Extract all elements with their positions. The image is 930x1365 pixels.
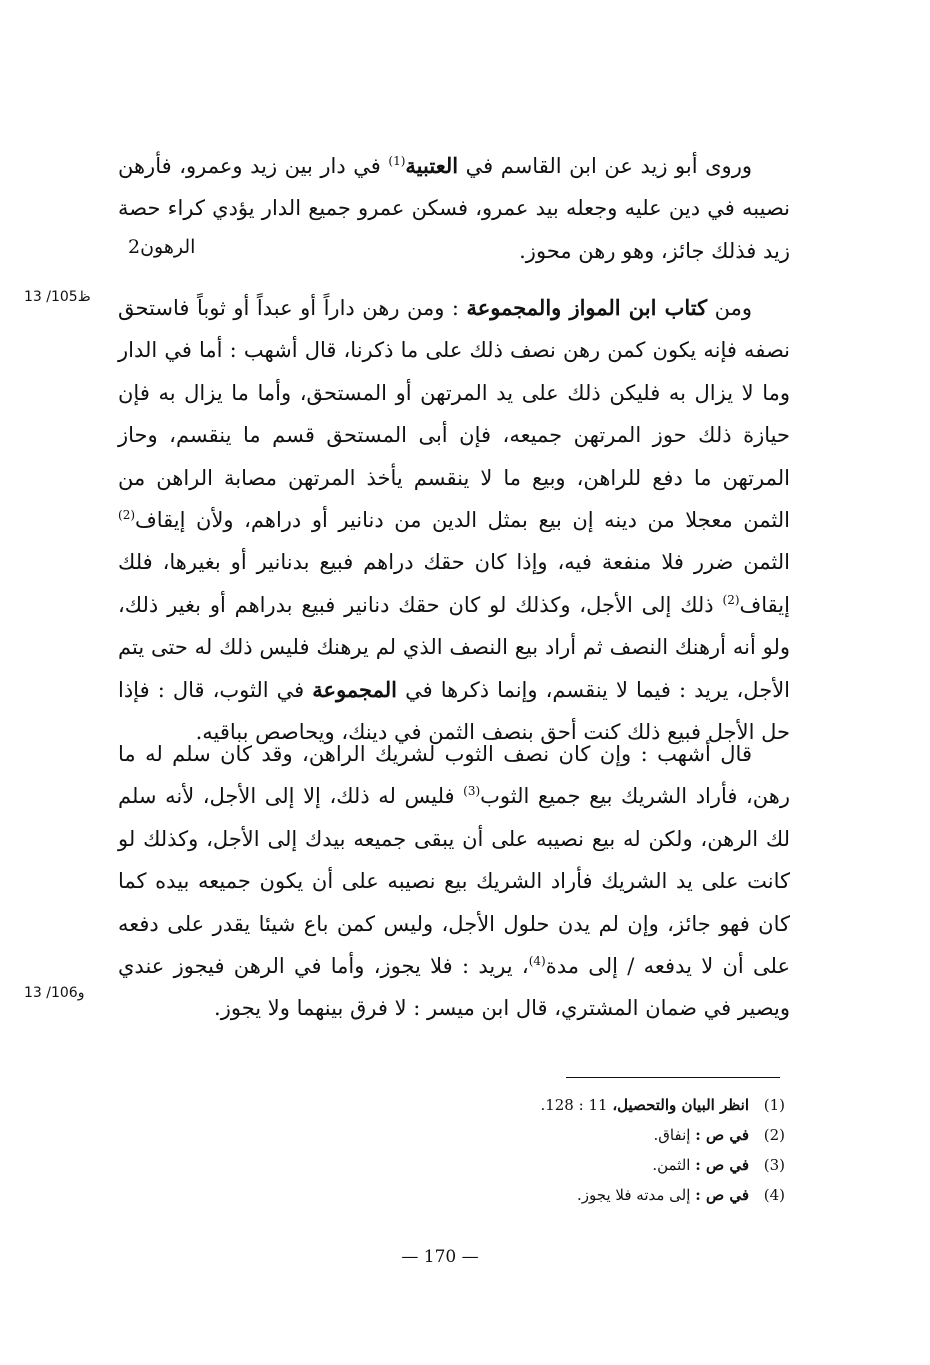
paragraph-1	[118, 145, 790, 272]
footnote-bold: في ص :	[695, 1156, 749, 1174]
text-run: ذلك إلى الأجل، وكذلك لو كان حقك دنانير فبيع بدراهم أو بغير ذلك، ولو أنه أرهنك النصف ثم أراد بيع النصف الذي لم يرهنك فليس ذلك له حتى يتم الأجل، يريد : فيما لا ينقسم، وإنما ذكرها في	[118, 592, 791, 702]
text-run: قال أشهب : وإن كان نصف الثوب لشريك الراهن، وقد كان سلم له ما رهن، فأراد الشريك بيع جميع الثوب	[118, 742, 791, 809]
footnote-number: (1)	[763, 1096, 785, 1114]
footnote-ref: (4)	[528, 954, 546, 969]
footnote-body: إنفاق.	[653, 1126, 696, 1144]
paragraph-2-text	[118, 287, 790, 753]
text-run: الثمن ضرر فلا منفعة فيه، وإذا كان حقك دراهم فبيع بدنانير أو بغيرها، فلك إيقاف	[118, 550, 790, 617]
footnote-divider	[566, 1077, 780, 1078]
text-run: في الثوب، قال : فإذا حل الأجل فبيع ذلك كنت أحق بنصف الثمن في دينك، ويحاصص بباقيه.	[118, 677, 790, 745]
paragraph-2	[118, 287, 790, 753]
page-number: — 170 —	[401, 1247, 479, 1267]
footnote-body: 11 : 128.	[540, 1096, 613, 1114]
footnote-item	[440, 1090, 785, 1120]
bold-term: المجموعة	[312, 676, 397, 702]
margin-folio-note: 13 /106و	[24, 985, 85, 1001]
footnote-bold: انظر البيان والتحصيل،	[612, 1096, 749, 1114]
footnote-body: إلى مدته فلا يجوز.	[577, 1186, 696, 1204]
footnote-text	[440, 1156, 749, 1174]
footnote-ref: (1)	[388, 154, 406, 168]
paragraph-3-text	[118, 733, 790, 1030]
footnote-body: الثمن.	[652, 1156, 696, 1174]
footnote-text	[440, 1096, 749, 1114]
footnote-number: (4)	[763, 1186, 785, 1204]
footnote-ref: (3)	[463, 784, 481, 799]
text-run: ومن	[707, 296, 752, 320]
text-run: في دار بين زيد وعمرو، فأرهن نصيبه في دين عليه وجعله بيد عمرو، فسكن عمرو جميع الدار يؤدي كراء حصة زيد فذلك جائز، وهو رهن محوز.	[118, 154, 790, 263]
footnote-number: (3)	[763, 1156, 785, 1174]
text-run: ، يريد : فلا يجوز، وأما في الرهن فيجوز عندي ويصير في ضمان المشتري، قال ابن ميسر : لا فرق بينهما ولا يجوز.	[118, 954, 790, 1021]
paragraph-3	[118, 733, 790, 1030]
footnote-item	[440, 1180, 785, 1210]
footnote-number: (2)	[763, 1126, 785, 1144]
footnotes	[440, 1090, 785, 1210]
footnote-text	[440, 1186, 749, 1204]
footnote-ref: (2)	[118, 508, 136, 523]
footnote-bold: في ص :	[695, 1186, 749, 1204]
text-run: : ومن رهن داراً أو عبداً أو ثوباً فاستحق نصفه فإنه يكون كمن رهن نصف ذلك على ما ذكرنا، قال أشهب : أما في الدار وما لا يزال به فليكن ذلك على يد المرتهن أو المستحق، وأما ما يزال به فإن حيازة ذلك حوز المرتهن جميعه، فإن أبى المستحق قسم ما ينقسم، وحاز المرتهن ما دفع للراهن، وبيع ما لا ينقسم يأخذ المرتهن مصابة الراهن من الثمن معجلا من دينه إن بيع بمثل الدين من دنانير أو دراهم، ولأن إيقاف	[118, 296, 790, 533]
paragraph-1-text	[118, 145, 790, 272]
text-run: فليس له ذلك، إلا إلى الأجل، لأنه سلم لك الرهن، ولكن له بيع نصيبه على أن يبقى جميعه بيدك إلى الأجل، وكذلك لو كانت على يد الشريك فأراد الشريك بيع نصيبه على أن يكون جميعه بيده كما كان فهو جائز، وإن لم يدن حلول الأجل، وليس كمن باع شيئا يقدر على دفعه على أن لا يدفعه / إلى مدة	[118, 784, 790, 979]
section-label: الرهون2	[128, 236, 196, 258]
footnote-item	[440, 1120, 785, 1150]
margin-folio-note: 13 /105ظ	[24, 289, 91, 305]
bold-term: العتبية	[405, 153, 459, 178]
footnote-item	[440, 1150, 785, 1180]
bold-term: كتاب ابن المواز والمجموعة	[466, 295, 708, 320]
footnote-bold: في ص :	[695, 1126, 749, 1144]
text-run: وروى أبو زيد عن ابن القاسم في	[458, 154, 752, 178]
footnote-ref: (2)	[722, 592, 740, 607]
footnote-text	[440, 1126, 749, 1144]
